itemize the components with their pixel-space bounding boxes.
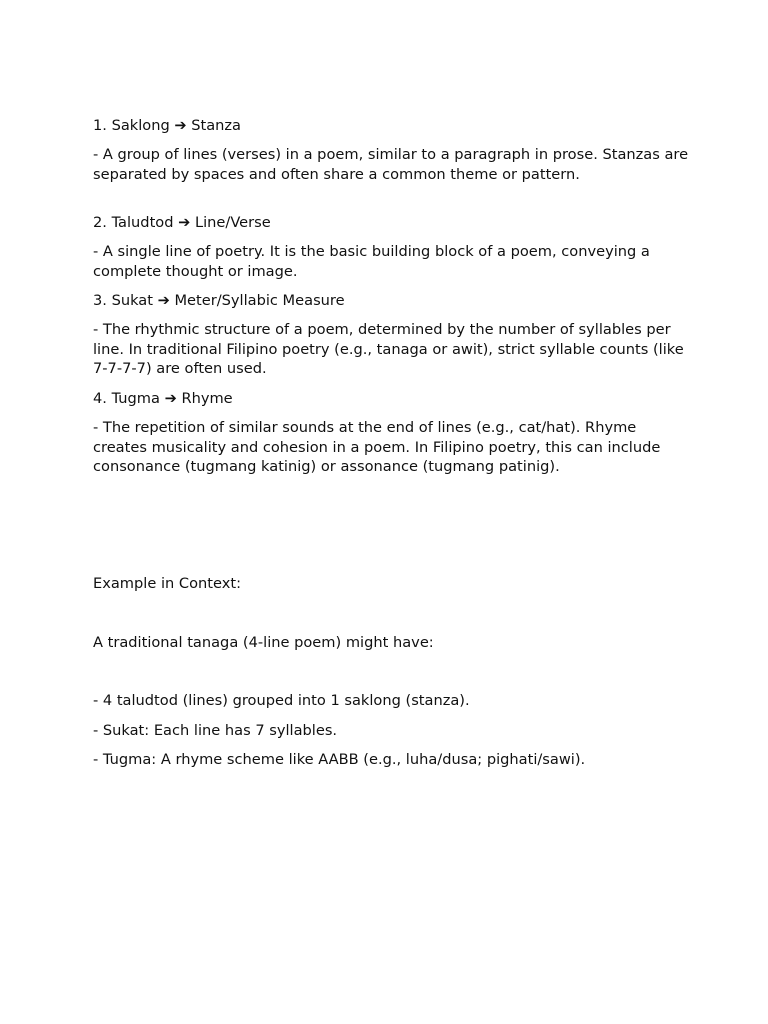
term-heading-tugma: 4. Tugma ➔ Rhyme bbox=[93, 390, 233, 407]
example-heading: Example in Context: bbox=[93, 575, 241, 592]
example-intro: A traditional tanaga (4-line poem) might have: bbox=[93, 634, 434, 651]
example-point: - 4 taludtod (lines) grouped into 1 saklong (stanza). bbox=[93, 692, 470, 709]
term-definition-saklong: - A group of lines (verses) in a poem, similar to a paragraph in prose. Stanzas are separated by spaces and often share a common theme or pattern. bbox=[93, 146, 689, 183]
term-definition-taludtod: - A single line of poetry. It is the basic building block of a poem, conveying a complete thought or image. bbox=[93, 243, 650, 280]
term-definition-sukat: - The rhythmic structure of a poem, determined by the number of syllables per line. In traditional Filipino poetry (e.g., tanaga or awit), strict syllable counts (like 7-7-7-7) are often used. bbox=[93, 321, 684, 378]
term-definition-tugma: - The repetition of similar sounds at the end of lines (e.g., cat/hat). Rhyme creates musicality and cohesion in a poem. In Filipino poetry, this can include consonance (tugmang katinig) or assonance (tugmang patinig). bbox=[93, 419, 661, 476]
term-heading-taludtod: 2. Taludtod ➔ Line/Verse bbox=[93, 214, 271, 231]
example-point: - Sukat: Each line has 7 syllables. bbox=[93, 722, 338, 739]
term-heading-sukat: 3. Sukat ➔ Meter/Syllabic Measure bbox=[93, 292, 345, 309]
example-point: - Tugma: A rhyme scheme like AABB (e.g., luha/dusa; pighati/sawi). bbox=[93, 751, 586, 768]
term-heading-saklong: 1. Saklong ➔ Stanza bbox=[93, 117, 242, 134]
